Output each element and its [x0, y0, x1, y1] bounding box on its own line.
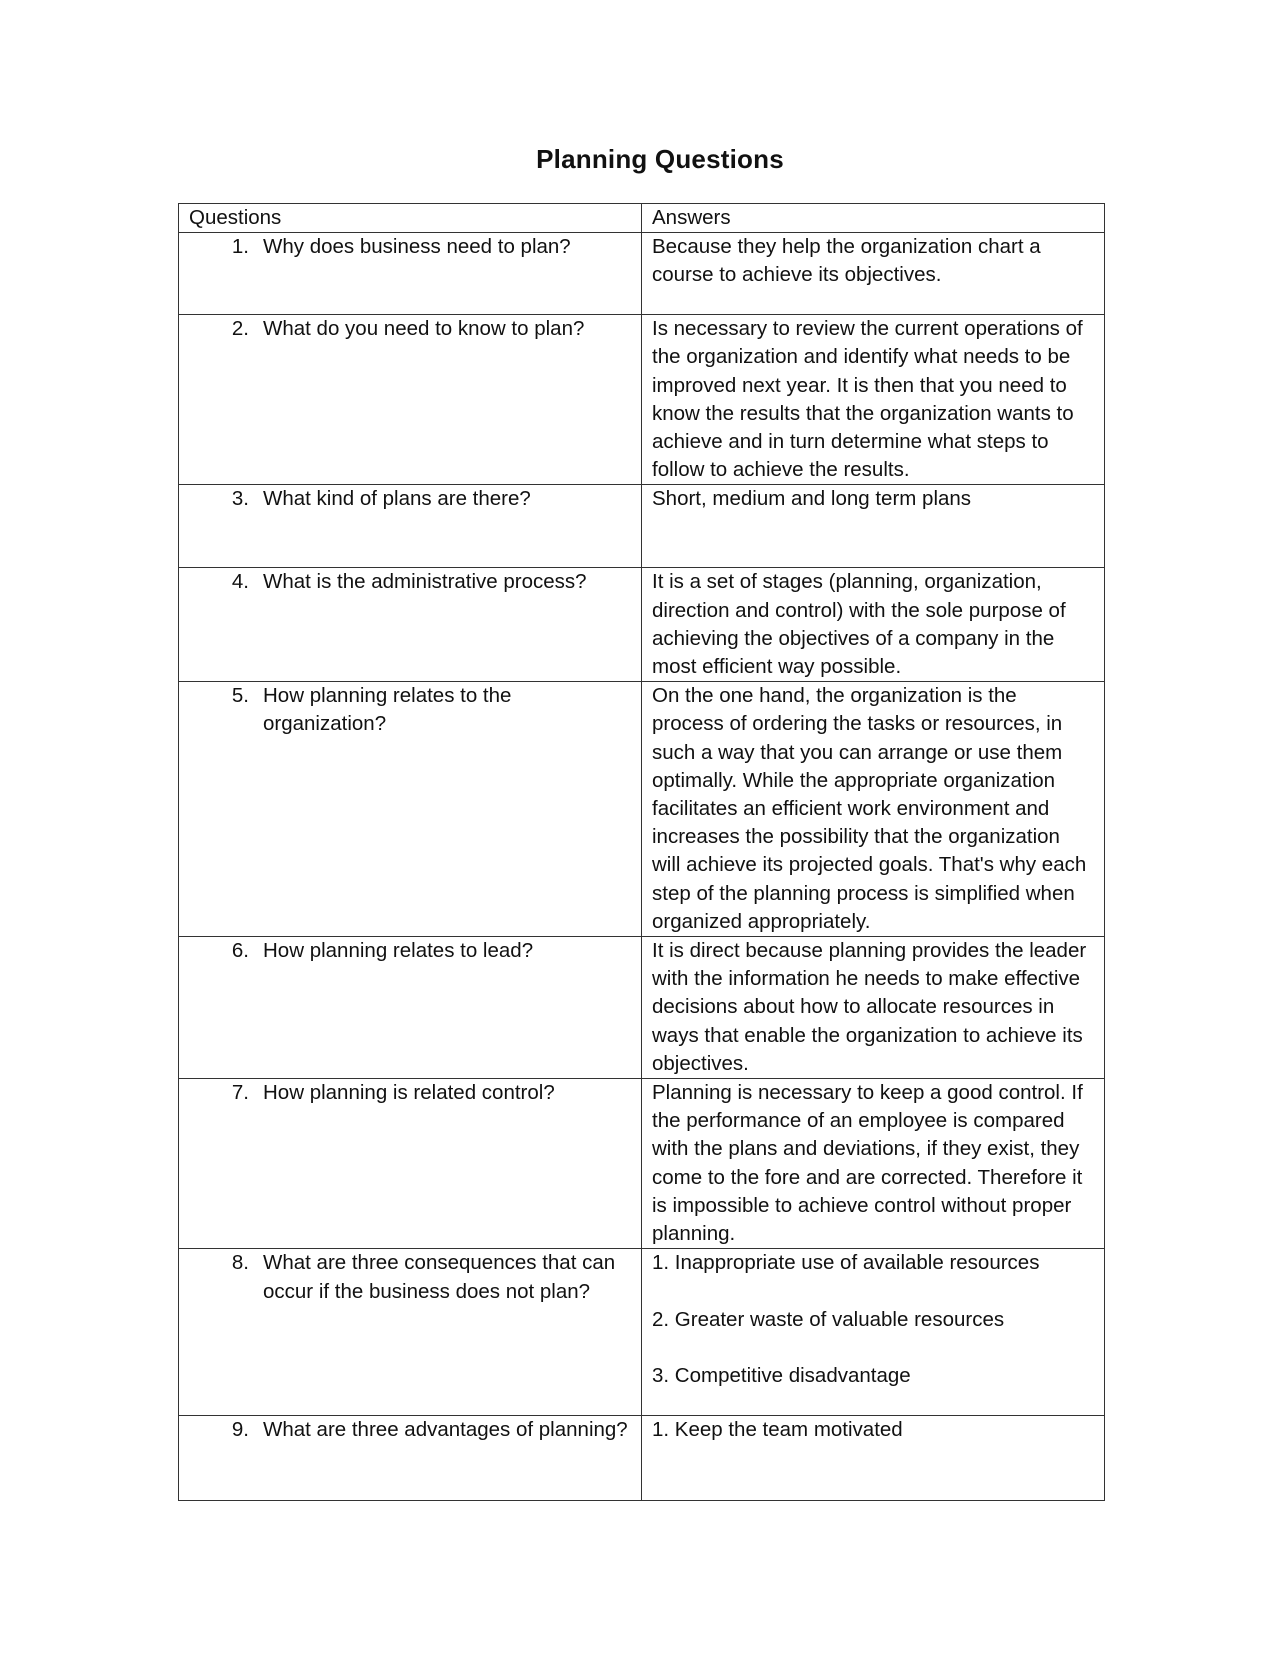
questions-table [178, 203, 1105, 1501]
table-row [179, 1416, 1105, 1501]
answer-item: 2. Greater waste of valuable resources [652, 1307, 1005, 1331]
question-cell [179, 233, 642, 315]
table-row [179, 682, 1105, 937]
question-number: 2. [231, 317, 249, 341]
question-number: 7. [231, 1081, 249, 1105]
question-text: What kind of plans are there? [263, 487, 531, 511]
question-text: What are three consequences that can occur if the business does not plan? [263, 1251, 616, 1303]
question-text: How planning relates to the organization? [263, 684, 512, 736]
question-text: What are three advantages of planning? [263, 1418, 628, 1442]
table-row [179, 937, 1105, 1079]
question-cell [179, 485, 642, 568]
answers-header: Answers [642, 204, 1105, 233]
question-number: 5. [231, 684, 249, 708]
table-row [179, 1079, 1105, 1249]
answer-cell [642, 1249, 1105, 1416]
table-row [179, 1249, 1105, 1416]
questions-header: Questions [179, 204, 642, 233]
question-number: 4. [231, 570, 249, 594]
answer-item: 1. Keep the team motivated [652, 1418, 903, 1442]
question-text: Why does business need to plan? [263, 235, 571, 259]
answer-cell: Because they help the organization chart a course to achieve its objectives. [642, 233, 1105, 315]
question-text: What is the administrative process? [263, 570, 587, 594]
question-number: 3. [231, 487, 249, 511]
table-header-row [179, 204, 1105, 233]
question-cell [179, 682, 642, 937]
answer-item: 3. Competitive disadvantage [652, 1363, 911, 1387]
answer-item: 1. Inappropriate use of available resources [652, 1251, 1040, 1275]
answer-cell [642, 1416, 1105, 1501]
question-number: 9. [231, 1418, 249, 1442]
question-text: What do you need to know to plan? [263, 317, 585, 341]
question-cell [179, 937, 642, 1079]
answer-cell: It is a set of stages (planning, organization, direction and control) with the sole purpose of achieving the objectives of a company in the most efficient way possible. [642, 568, 1105, 682]
question-number: 8. [231, 1251, 249, 1275]
question-cell [179, 1416, 642, 1501]
question-number: 6. [231, 939, 249, 963]
table-row [179, 233, 1105, 315]
question-text: How planning relates to lead? [263, 939, 534, 963]
question-cell [179, 568, 642, 682]
answer-cell: Planning is necessary to keep a good control. If the performance of an employee is compared with the plans and deviations, if they exist, they come to the fore and are corrected. Therefore it is impossible to achieve control without proper planning. [642, 1079, 1105, 1249]
question-cell [179, 1249, 642, 1416]
question-number: 1. [231, 235, 249, 259]
table-row [179, 315, 1105, 485]
table-row [179, 568, 1105, 682]
answer-cell: On the one hand, the organization is the process of ordering the tasks or resources, in such a way that you can arrange or use them optimally. While the appropriate organization facilitates an efficient work environment and increases the possibility that the organization will achieve its projected goals. That's why each step of the planning process is simplified when organized appropriately. [642, 682, 1105, 937]
answer-cell: It is direct because planning provides the leader with the information he needs to make effective decisions about how to allocate resources in ways that enable the organization to achieve its objectives. [642, 937, 1105, 1079]
table-row [179, 485, 1105, 568]
question-cell [179, 315, 642, 485]
question-cell [179, 1079, 642, 1249]
answer-cell: Short, medium and long term plans [642, 485, 1105, 568]
answer-cell: Is necessary to review the current operations of the organization and identify what needs to be improved next year. It is then that you need to know the results that the organization wants to achieve and in turn determine what steps to follow to achieve the results. [642, 315, 1105, 485]
question-text: How planning is related control? [263, 1081, 555, 1105]
page-title: Planning Questions [536, 144, 784, 174]
